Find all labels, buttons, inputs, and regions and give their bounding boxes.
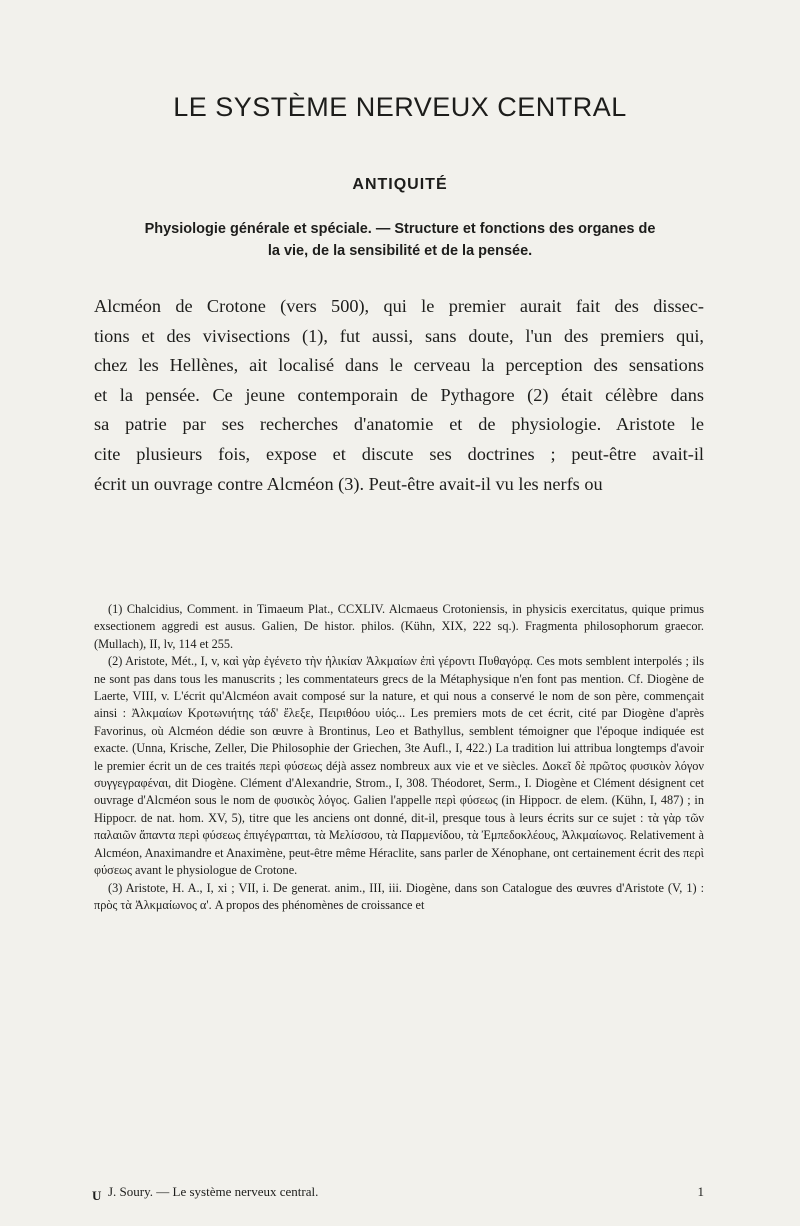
printer-mark: U <box>92 1188 102 1203</box>
main-paragraph <box>94 292 704 499</box>
body-line: tions et des vivisections (1), fut aussi, sans doute, l'un des premiers qui, <box>94 325 704 346</box>
running-title: J. Soury. — Le système nerveux central. <box>108 1184 319 1199</box>
footnote-2: (2) Aristote, Mét., I, v, καὶ γὰρ ἐγένετο τὴν ἡλικίαν Ἀλκμαίων ἐπὶ γέροντι Πυθαγόρᾳ. Ces mots semblent interpolés ; ils ne sont pas dans tous les manuscrits ; les commentateurs grecs de la Métaphysique n'en font pas mention. Cf. Diogène de Laerte, VIII, v. L'écrit qu'Alcméon avait composé sur la nature, et qui nous a conservé le nom de son père, commençait ainsi : Ἀλκμαίων Κροτωνιήτης τάδ' ἔλεξε, Πειριθόου υἱός... Les premiers mots de cet écrit, cité par Diogène d'après Favorinus, où Alcméon dédie son œuvre à Brontinus, Leo et Bathyllus, semblent témoigner que l'époque indiquée est exacte. (Unna, Krische, Zeller, Die Philosophie der Griechen, 3te Aufl., I, 422.) La tradition lui attribua longtemps d'avoir le premier écrit un de ces traités περὶ φύσεως déjà assez nombreux aux vie et ve siècles. Δοκεῖ δὲ πρῶτος φυσικὸν λόγον συγγεγραφέναι, dit Diogène. Clément d'Alexandrie, Strom., I, 308. Théodoret, Serm., I. Diogène et Clément désignent cet ouvrage d'Alcméon sous le nom de φυσικὸς λόγος. Galien l'appelle περὶ φύσεως (in Hippocr. de elem. (Kühn, I, 487) ; in Hippocr. de nat. hom. XV, 5), titre que les anciens ont donné, dit-il, presque tous à leurs écrits sur ce sujet : τὰ γὰρ τῶν παλαιῶν ἅπαντα περὶ φύσεως ἐπιγέγραπται, τὰ Μελίσσου, τὰ Παρμενίδου, τὰ Ἐμπεδοκλέους, Ἀλκμαίωνος. Relativement à Alcméon, Anaximandre et Anaximène, peut-être même Héraclite, sans parler de Xénophane, ont certainement écrit des περὶ φύσεως avant le physiologue de Crotone. <box>94 654 704 878</box>
body-line: sa patrie par ses recherches d'anatomie et de physiologie. Aristote le <box>94 414 704 435</box>
page-title: LE SYSTÈME NERVEUX CENTRAL <box>173 92 627 122</box>
footnotes <box>94 601 704 914</box>
page-footer <box>94 1184 704 1200</box>
body-line: et la pensée. Ce jeune contemporain de Pythagore (2) était célèbre dans <box>94 384 704 405</box>
body-line: chez les Hellènes, ait localisé dans le cerveau la perception des sensations <box>94 355 704 376</box>
body-line: Alcméon de Crotone (vers 500), qui le premier aurait fait des dissec- <box>94 296 704 316</box>
section-title: ANTIQUITÉ <box>352 176 448 193</box>
page-number: 1 <box>697 1184 704 1199</box>
footnote-3: (3) Aristote, H. A., I, xi ; VII, i. De generat. anim., III, iii. Diogène, dans son Catalogue des œuvres d'Aristote (V, 1) : πρὸς τὰ Ἀλκμαίωνος α'. A propos des phénomènes de croissance et <box>94 880 704 912</box>
footnote-1: (1) Chalcidius, Comment. in Timaeum Plat., CCXLIV. Alcmaeus Crotoniensis, in physicis exercitatus, quique primus exsectionem aggredi est ausus. Galien, De histor. philos. (Kühn, XIX, 222 sq.). Fragmenta philosophorum graecor. (Mullach), II, lv, 114 et 255. <box>94 602 704 651</box>
section-summary: Physiologie générale et spéciale. — Structure et fonctions des organes de la vie, de la sensibilité et de la pensée. <box>144 221 656 259</box>
body-line: écrit un ouvrage contre Alcméon (3). Peut-être avait-il vu les nerfs ou <box>94 473 603 494</box>
body-line: cite plusieurs fois, expose et discute ses doctrines ; peut-être avait-il <box>94 443 704 464</box>
